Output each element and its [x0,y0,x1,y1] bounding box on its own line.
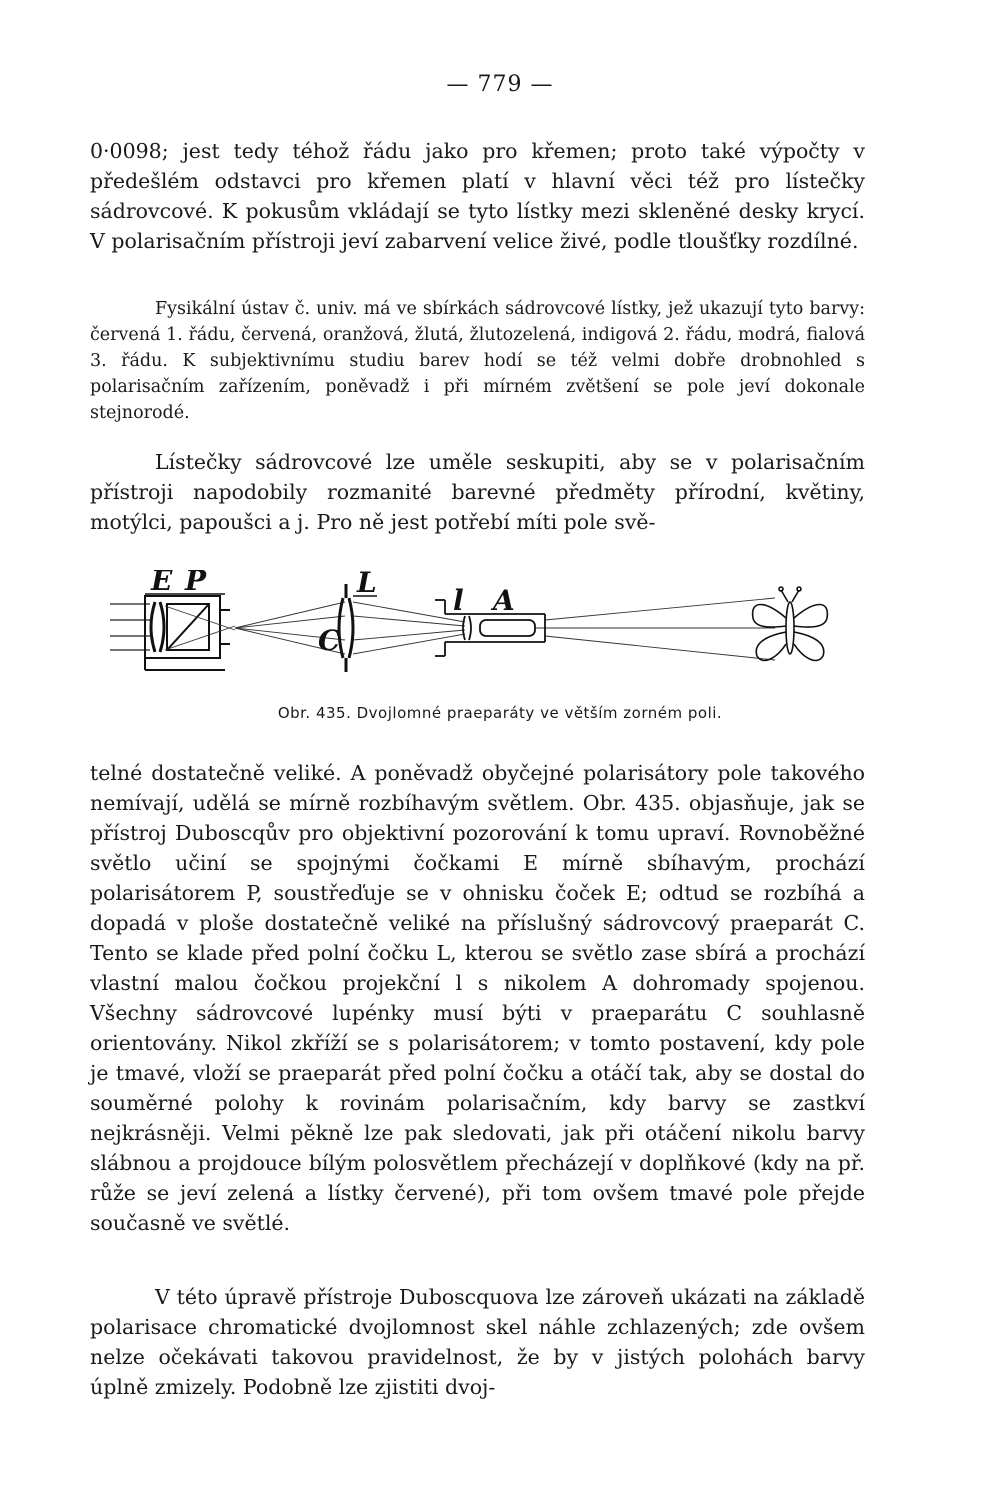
figure-435-diagram [105,570,865,680]
paragraph-1: 0·0098; jest tedy téhož řádu jako pro křemen; proto také výpočty v předešlém odstavci pro křemen platí v hlavní věci též pro lístečky sádrovcové. K pokusům vkládají se tyto lístky mezi skleněné desky krycí. V polarisačním přístroji jeví zabarvení velice živé, podle tloušťky rozdílné. [90,139,865,253]
paragraph-3: Lístečky sádrovcové lze uměle seskupiti, aby se v polarisačním přístroji napodobily rozmanité barevné předměty přírodní, květiny, motýlci, papoušci a j. Pro ně jest potřebí míti pole svě- [90,450,865,534]
label-p: P [185,570,207,597]
projection-tube-a [435,600,545,656]
polarizer-p [145,596,230,670]
figure-caption: Obr. 435. Dvojlomné praeparáty ve větším zorném poli. [277,704,723,722]
paragraph-2: Fysikální ústav č. univ. má ve sbírkách sádrovcové lístky, jež ukazují tyto barvy: červená 1. řádu, červená, oranžová, žlutá, žlutozelená, indigová 2. řádu, modrá, fialová 3. řádu. K subjektivnímu studiu barev hodí se též velmi dobře drobnohled s polarisačním zařízením, poněvadž i při mírném zvětšení se pole jeví dokonale stejnorodé. [90,299,865,423]
butterfly-image [753,587,828,660]
lens-e [151,602,164,652]
label-small-l: l [453,584,464,617]
label-l: L [357,570,377,599]
paragraph-4: telné dostatečně veliké. A poněvadž obyčejné polarisátory pole takového nemívají, udělá se mírně rozbíhavým světlem. Obr. 435. objasňuje, jak se přístroj Duboscqův pro objektivní pozorování k tomu upraví. Rovnoběžné světlo učiní se spojnými čočkami E mírně sbíhavým, prochází polarisátorem P, soustřeďuje se v ohnisku čoček E; odtud se rozbíhá a dopadá v ploše dostatečně veliké na příslušný sádrovcový praeparát C. Tento se klade před polní čočku L, kterou se světlo zase sbírá a prochází vlastní malou čočkou projekční l s nikolem A dohromady spojenou. Všechny sádrovcové lupénky musí býti v praeparátu C souhlasně orientovány. Nikol zkříží se s polarisátorem; v tomto postavení, kdy pole je tmavé, vloží se praeparát před polní čočku a otáčí tak, aby se dostal do souměrné polohy k rovinám polarisačním, kdy barvy se zastkví nejkrásněji. Velmi pěkně lze pak sledovati, jak při otáčení nikolu barvy slábnou a projdouce bílým polosvětlem přecházejí v doplňkové (kdy na př. růže se jeví zelená a lístky červené), při tom ovšem tmavé pole přejde současně ve světlé. [90,761,865,1235]
label-c: C [318,624,341,657]
paragraph-5: V této úpravě přístroje Duboscquova lze zároveň ukázati na základě polarisace chromatické dvojlomnost skel náhle zchlazených; zde ovšem nelze očekávati takovou pravidelnost, že by v jistých polohách barvy úplně zmizely. Podobně lze zjistiti dvoj- [90,1285,865,1399]
label-a: A [493,584,515,617]
page-number: — 779 — [446,72,554,97]
label-e: E [151,570,173,597]
field-lens-l [339,584,353,672]
beam-rays [165,598,775,660]
optical-setup-illustration [105,570,865,680]
